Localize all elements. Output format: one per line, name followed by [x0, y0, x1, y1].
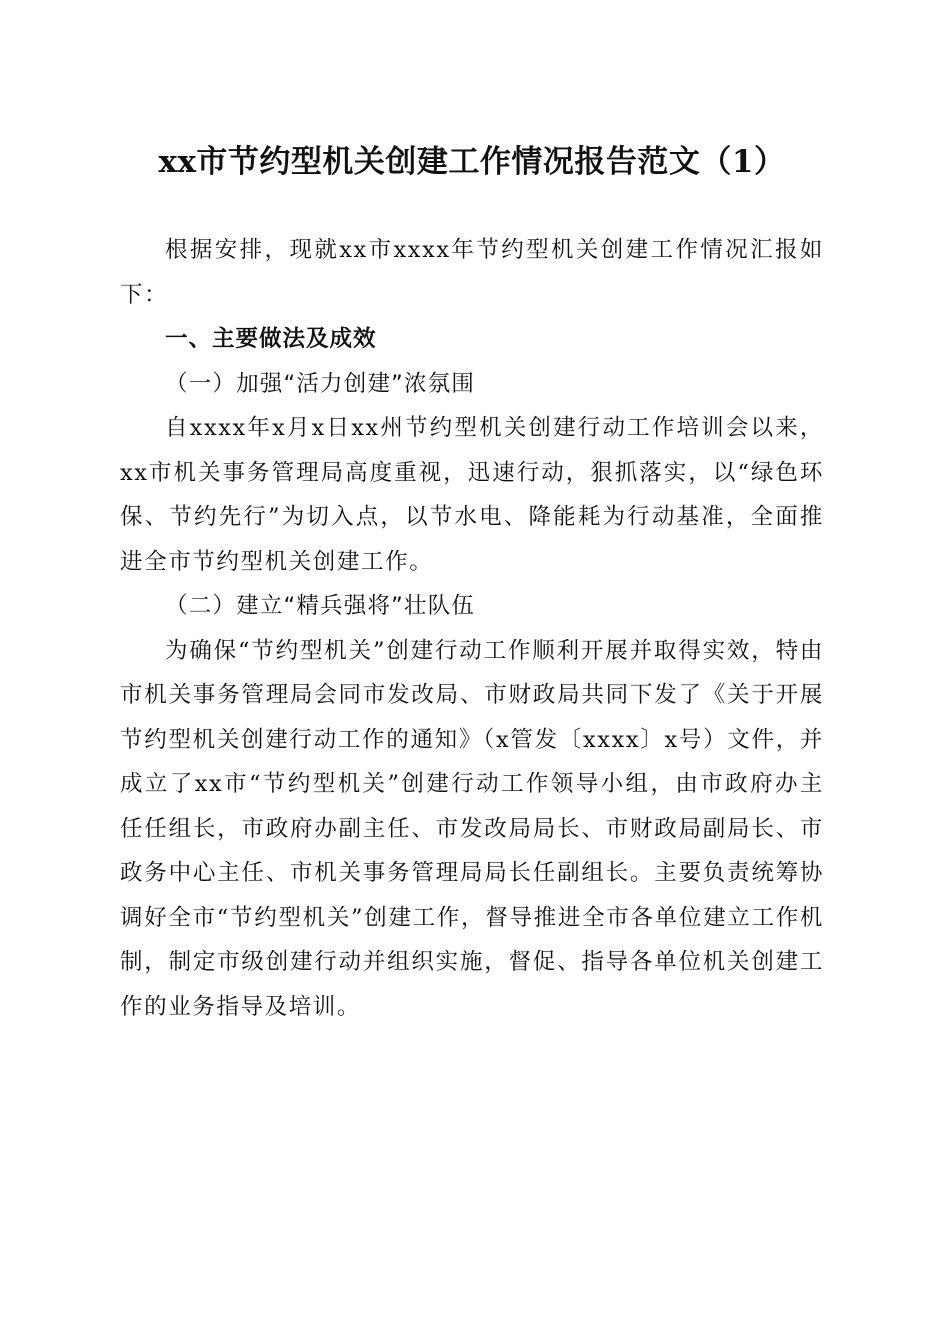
intro-paragraph: 根据安排，现就xx市xxxx年节约型机关创建工作情况汇报如下： — [120, 237, 824, 308]
body-paragraph-1: 自xxxx年x月x日xx州节约型机关创建行动工作培训会以来，xx市机关事务管理局高度重视，迅速行动，狠抓落实，以“绿色环保、节约先行”为切入点，以节水电、降能耗为行动基准，全面推进全市节约型机关创建工作。 — [120, 415, 824, 575]
document-body — [120, 228, 824, 1029]
subsection-heading-1: （一）加强“活力创建”浓氛围 — [165, 370, 476, 397]
document-title: xx市节约型机关创建工作情况报告范文（1） — [158, 144, 786, 180]
section-heading-1: 一、主要做法及成效 — [165, 326, 377, 352]
subsection-heading-2: （二）建立“精兵强将”壮队伍 — [165, 593, 476, 619]
body-paragraph-2: 为确保“节约型机关”创建行动工作顺利开展并取得实效，特由市机关事务管理局会同市发改局、市财政局共同下发了《关于开展节约型机关创建行动工作的通知》（x管发〔xxxx〕x号）文件，并成立了xx市“节约型机关”创建行动工作领导小组，由市政府办主任任组长，市政府办副主任、市发改局局长、市财政局副局长、市政务中心主任、市机关事务管理局局长任副组长。主要负责统筹协调好全市“节约型机关”创建工作，督导推进全市各单位建立工作机制，制定市级创建行动并组织实施，督促、指导各单位机关创建工作的业务指导及培训。 — [120, 637, 824, 1020]
